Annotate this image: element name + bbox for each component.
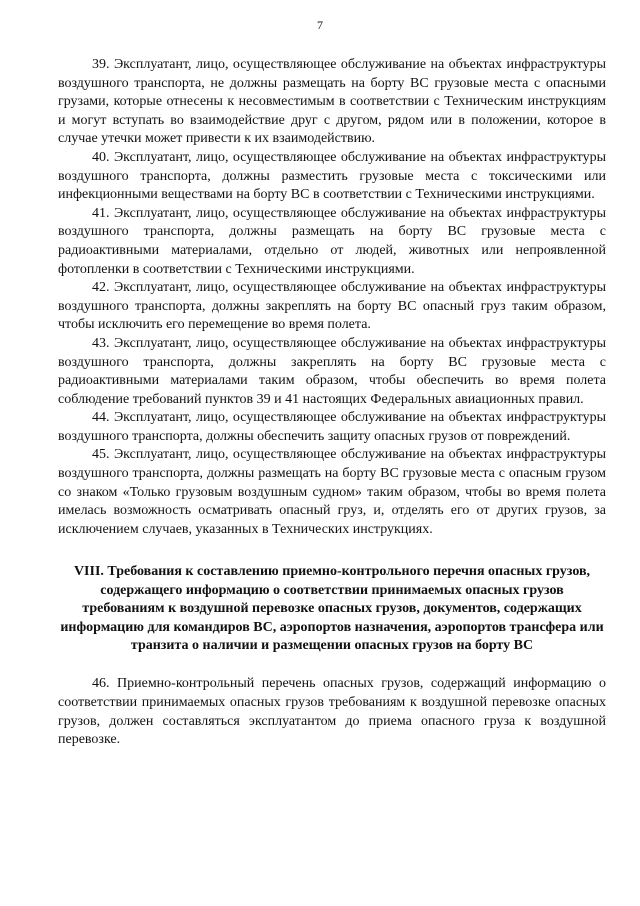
paragraph-45: 45. Эксплуатант, лицо, осуществляющее обслуживание на объектах инфраструктуры воздушного транспорта, должны размещать на борту ВС грузовые места с опасным грузом со знаком «Только грузовым воздушным судном» таким образом, чтобы во время полета имелась возможность осматривать опасный груз, и, отделять его от других грузов, за исключением случаев, указанных в Технических инструкциях. [58, 447, 606, 537]
paragraph-42: 42. Эксплуатант, лицо, осуществляющее обслуживание на объектах инфраструктуры воздушного транспорта, должны закреплять на борту ВС опасный груз таким образом, чтобы исключить его перемещение во время полета. [58, 280, 606, 333]
paragraph-41: 41. Эксплуатант, лицо, осуществляющее обслуживание на объектах инфраструктуры воздушного транспорта, должны размещать на борту ВС грузовые места с радиоактивными материалами, отдельно от людей, животных или непроявленной фотопленки в соответствии с Техническими инструкциями. [58, 205, 606, 277]
paragraph-43: 43. Эксплуатант, лицо, осуществляющее обслуживание на объектах инфраструктуры воздушного транспорта, должны закреплять на борту ВС грузовые места с радиоактивными материалами таким образом, чтобы обеспечить во время полета соблюдение требований пунктов 39 и 41 настоящих Федеральных авиационных правил. [58, 335, 606, 407]
paragraph-44: 44. Эксплуатант, лицо, осуществляющее обслуживание на объектах инфраструктуры воздушного транспорта, должны обеспечить защиту опасных грузов от повреждений. [58, 410, 606, 444]
page-number: 7 [317, 18, 323, 32]
paragraph-46: 46. Приемно-контрольный перечень опасных грузов, содержащий информацию о соответствии принимаемых опасных грузов требованиям к воздушной перевозке опасных грузов, должен составляться эксплуатантом до приема опасного груза к воздушной перевозке. [58, 676, 606, 748]
section-heading: VIII. Требования к составлению приемно-контрольного перечня опасных грузов, содержащего информацию о соответствии принимаемых опасных грузов требованиям к воздушной перевозке опасных грузов, документов, содержащих информацию для командиров ВС, аэропортов назначения, аэропортов трансфера или транзита о наличии и размещении опасных грузов на борту ВС [60, 564, 604, 654]
paragraph-40: 40. Эксплуатант, лицо, осуществляющее обслуживание на объектах инфраструктуры воздушного транспорта, должны разместить грузовые места с токсическими или инфекционными веществами на борту ВС в соответствии с Техническими инструкциями. [58, 149, 606, 203]
paragraph-39: 39. Эксплуатант, лицо, осуществляющее обслуживание на объектах инфраструктуры воздушного транспорта, не должны размещать на борту ВС грузовые места с опасными грузами, которые отнесены к несовместимым в соответствии с Техническим инструкциям и могут вступать во взаимодействие друг с другом, рядом или в положении, которое в случае утечки может привести к их взаимодействию. [58, 57, 606, 147]
document-body [58, 56, 606, 750]
